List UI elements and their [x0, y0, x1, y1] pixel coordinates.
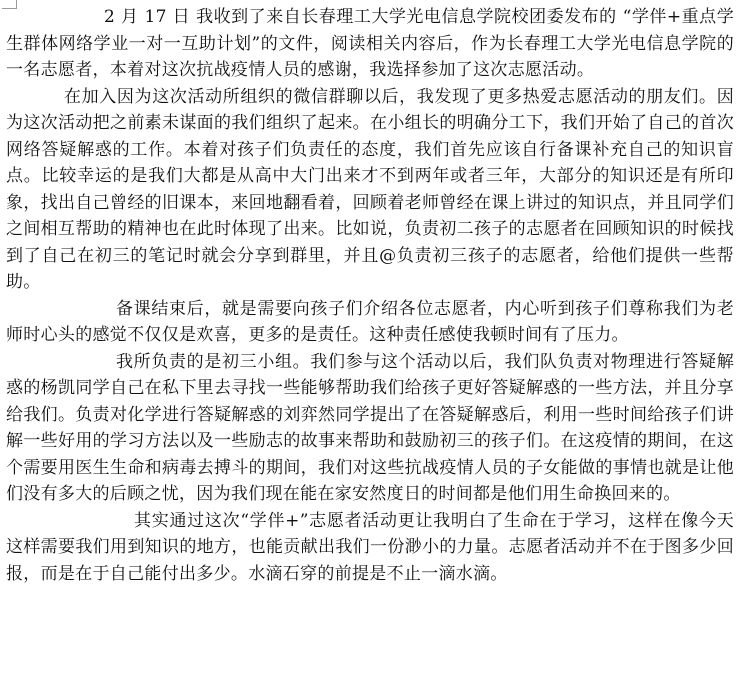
paragraph-1: 2 月 17 日 我收到了来自长春理工大学光电信息学院校团委发布的 “学伴+重点学生群体网络学业一对一互助计划”的文件，阅读相关内容后，作为长春理工大学光电信息学院的一名志愿者，本着对这次抗战疫情人员的感谢，我选择参加了这次志愿活动。 — [6, 7, 734, 80]
paragraph-4: 我所负责的是初三小组。我们参与这个活动以后，我们队负责对物理进行答疑解惑的杨凯同学自己在私下里去寻找一些能够帮助我们给孩子更好答疑解惑的一些方法，并且分享给我们。负责对化学进行答疑解惑的刘弈然同学提出了在答疑解惑后，利用一些时间给孩子们讲解一些好用的学习方法以及一些励志的故事来帮助和鼓励初三的孩子们。在这疫情的期间，在这个需要用医生生命和病毒去搏斗的期间，我们对这些抗战疫情人员的子女能做的事情也就是让他们没有多大的后顾之忧，因为我们现在能在家安然度日的时间都是他们用生命换回来的。 — [6, 351, 734, 504]
document-body — [6, 4, 734, 587]
paragraph-2: 在加入因为这次活动所组织的微信群聊以后，我发现了更多热爱志愿活动的朋友们。因为这次活动把之前素未谋面的我们组织了起来。在小组长的明确分工下，我们开始了自己的首次网络答疑解惑的工作。本着对孩子们负责任的态度，我们首先应该自行备课补充自己的知识盲点。比较幸运的是我们大都是从高中大门出来才不到两年或者三年，大部分的知识还是有所印象，找出自己曾经的旧课本，来回地翻看着，回顾着老师曾经在课上讲过的知识点，并且同学们之间相互帮助的精神也在此时体现了出来。比如说，负责初二孩子的志愿者在回顾知识的时候找到了自己在初三的笔记时就会分享到群里，并且@负责初三孩子的志愿者，给他们提供一些帮助。 — [6, 86, 734, 292]
paragraph-5: 其实通过这次“学伴+”志愿者活动更让我明白了生命在于学习，这样在像今天这样需要我们用到知识的地方，也能贡献出我们一份渺小的力量。志愿者活动并不在于图多少回报，而是在于自己能付出多少。水滴石穿的前提是不止一滴水滴。 — [6, 510, 734, 584]
paragraph-3: 备课结束后，就是需要向孩子们介绍各位志愿者，内心听到孩子们尊称我们为老师时心头的感觉不仅仅是欢喜，更多的是责任。这种责任感使我顿时间有了压力。 — [6, 298, 734, 345]
